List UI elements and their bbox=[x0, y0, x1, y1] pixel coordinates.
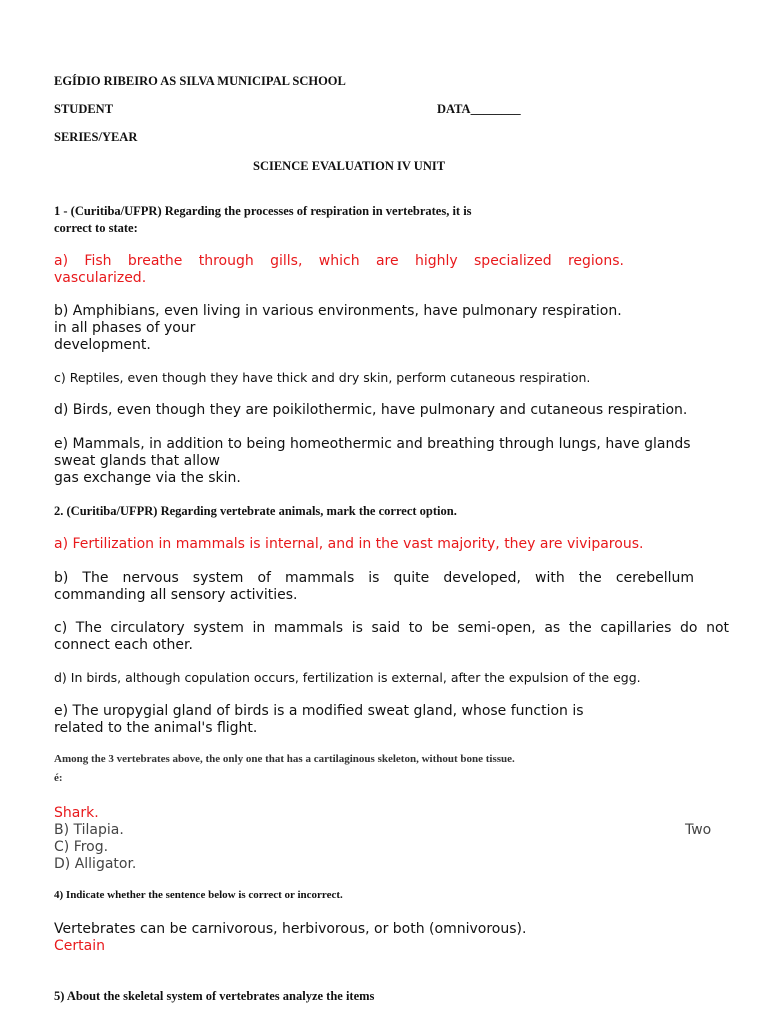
q4-answer: Certain bbox=[54, 938, 105, 954]
q1-prompt-line1: 1 - (Curitiba/UFPR) Regarding the processes of respiration in vertebrates, it is bbox=[54, 204, 472, 218]
q2-prompt: 2. (Curitiba/UFPR) Regarding vertebrate animals, mark the correct option. bbox=[54, 504, 457, 518]
q2-option-b-line2: commanding all sensory activities. bbox=[54, 587, 298, 603]
q2-option-c-line1: c) The circulatory system in mammals is said to be semi-open, as the capillaries do not bbox=[54, 620, 729, 636]
q1-option-a-line2: vascularized. bbox=[54, 270, 147, 286]
q3-side-label: Two bbox=[685, 822, 712, 838]
q1-option-e-line2: sweat glands that allow bbox=[54, 453, 220, 469]
q2-option-d: d) In birds, although copulation occurs, fertilization is external, after the expulsion of the egg. bbox=[54, 670, 641, 685]
q3-option-a: Shark. bbox=[54, 805, 99, 821]
q3-prompt-line2: é: bbox=[54, 772, 63, 784]
q5-prompt: 5) About the skeletal system of vertebrates analyze the items bbox=[54, 989, 375, 1003]
q4-prompt: 4) Indicate whether the sentence below is correct or incorrect. bbox=[54, 889, 343, 901]
q1-option-e-line3: gas exchange via the skin. bbox=[54, 470, 241, 486]
q1-option-d: d) Birds, even though they are poikilothermic, have pulmonary and cutaneous respiration. bbox=[54, 402, 688, 418]
q3-option-c: C) Frog. bbox=[54, 839, 109, 855]
q3-option-d: D) Alligator. bbox=[54, 856, 137, 872]
q2-option-b-line1: b) The nervous system of mammals is quite developed, with the cerebellum bbox=[54, 570, 694, 586]
q2-option-a: a) Fertilization in mammals is internal, and in the vast majority, they are viviparous. bbox=[54, 536, 644, 552]
q4-statement: Vertebrates can be carnivorous, herbivorous, or both (omnivorous). bbox=[54, 921, 527, 937]
q3-option-b: B) Tilapia. bbox=[54, 822, 124, 838]
q1-option-b-line3: development. bbox=[54, 337, 151, 353]
series-year-label: SERIES/YEAR bbox=[54, 130, 138, 144]
date-label: DATA________ bbox=[437, 102, 521, 116]
q2-option-e-line2: related to the animal's flight. bbox=[54, 720, 258, 736]
q1-option-b-line1: b) Amphibians, even living in various environments, have pulmonary respiration. bbox=[54, 303, 622, 319]
q3-prompt-line1: Among the 3 vertebrates above, the only one that has a cartilaginous skeleton, without bone tissue. bbox=[54, 753, 515, 765]
school-name: EGÍDIO RIBEIRO AS SILVA MUNICIPAL SCHOOL bbox=[54, 74, 346, 88]
q2-option-e-line1: e) The uropygial gland of birds is a modified sweat gland, whose function is bbox=[54, 703, 584, 719]
student-label: STUDENT bbox=[54, 102, 114, 116]
q1-option-a-line1: a) Fish breathe through gills, which are highly specialized regions. bbox=[54, 253, 624, 269]
evaluation-title: SCIENCE EVALUATION IV UNIT bbox=[253, 159, 446, 173]
q1-option-b-line2: in all phases of your bbox=[54, 320, 196, 336]
q1-option-c: c) Reptiles, even though they have thick and dry skin, perform cutaneous respiration. bbox=[54, 370, 591, 385]
q1-prompt-line2: correct to state: bbox=[54, 221, 138, 235]
q1-option-e-line1: e) Mammals, in addition to being homeothermic and breathing through lungs, have glands bbox=[54, 436, 691, 452]
q2-option-c-line2: connect each other. bbox=[54, 637, 193, 653]
